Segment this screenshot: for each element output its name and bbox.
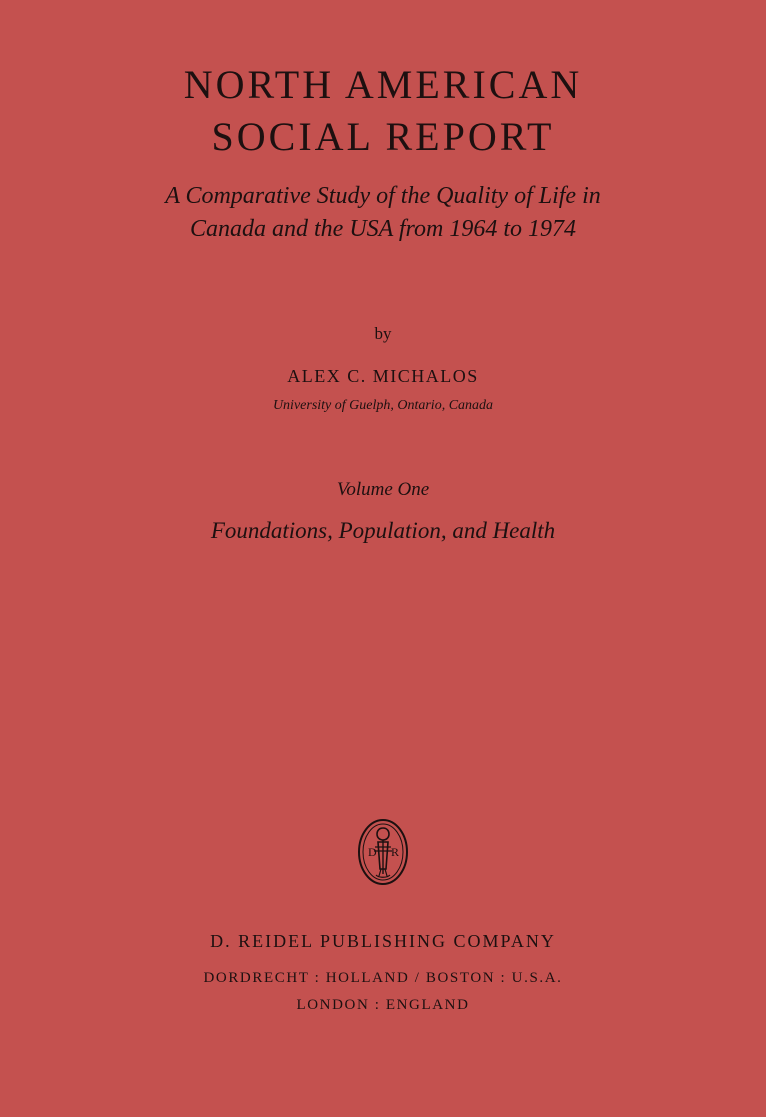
publisher-place-line-1: DORDRECHT : HOLLAND / BOSTON : U.S.A. (203, 970, 563, 986)
publisher-emblem-letter-d: D (368, 845, 377, 859)
publisher-emblem-letter-r: R (391, 845, 400, 859)
title-line-1: NORTH AMERICAN (183, 62, 583, 107)
author-affiliation: University of Guelph, Ontario, Canada (272, 398, 494, 413)
author-name: ALEX C. MICHALOS (287, 366, 479, 386)
volume-label: Volume One (336, 479, 430, 500)
publisher-place-line-2: LONDON : ENGLAND (296, 997, 470, 1013)
publisher-name: D. REIDEL PUBLISHING COMPANY (210, 931, 556, 951)
subtitle-line-2: Canada and the USA from 1964 to 1974 (189, 216, 576, 242)
title-line-2: SOCIAL REPORT (211, 114, 555, 159)
subtitle-line-1: A Comparative Study of the Quality of Life in (165, 183, 601, 209)
byline-label: by (374, 324, 392, 343)
publisher-emblem-icon (357, 818, 409, 886)
volume-title: Foundations, Population, and Health (210, 518, 556, 543)
